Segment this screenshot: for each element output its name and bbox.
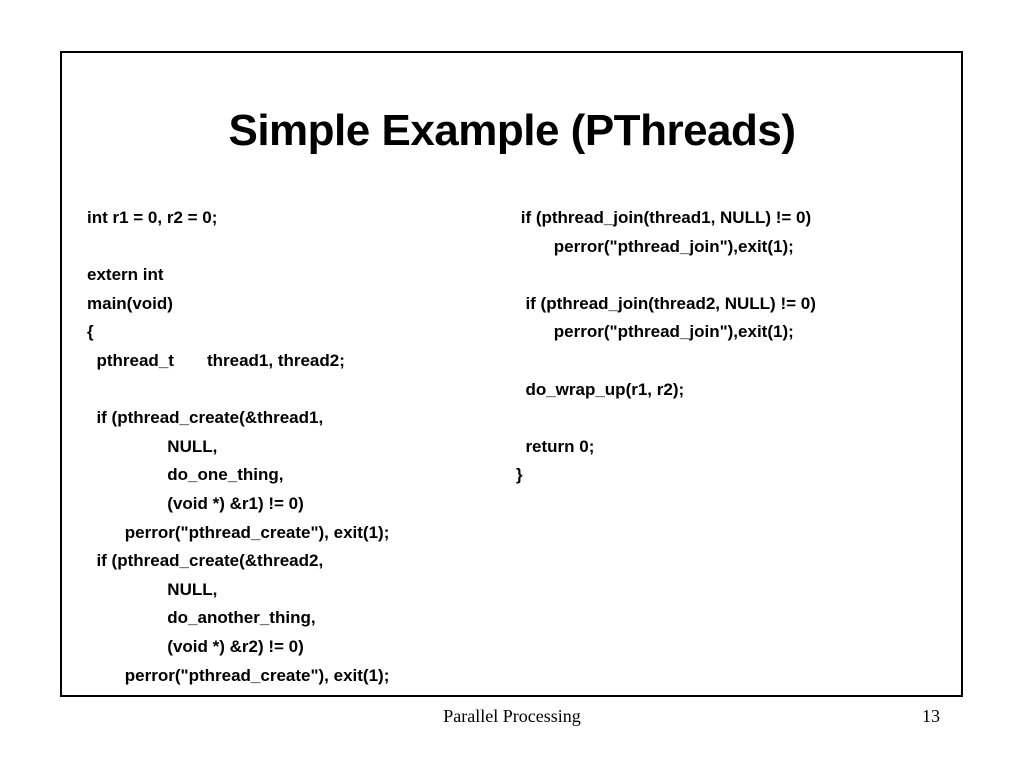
code-line: NULL, xyxy=(87,579,218,599)
code-line xyxy=(87,376,389,405)
code-line xyxy=(87,233,389,262)
code-line: pthread_t thread1, thread2; xyxy=(87,350,345,370)
code-block-left xyxy=(87,204,389,690)
code-line: (void *) &r1) != 0) xyxy=(87,493,304,513)
code-line: if (pthread_join(thread1, NULL) != 0) xyxy=(516,208,812,227)
code-line: do_one_thing, xyxy=(87,465,284,485)
code-line: perror("pthread_join"),exit(1); xyxy=(516,236,794,256)
code-line: (void *) &r2) != 0) xyxy=(87,636,304,656)
code-line: } xyxy=(516,465,523,485)
page-number: 13 xyxy=(922,706,940,726)
code-line xyxy=(516,347,816,376)
code-line: main(void) xyxy=(87,293,173,313)
code-line xyxy=(516,261,816,290)
code-line: return 0; xyxy=(516,436,595,456)
code-line: perror("pthread_create"), exit(1); xyxy=(87,522,390,542)
code-line: if (pthread_join(thread2, NULL) != 0) xyxy=(516,293,816,313)
code-line: perror("pthread_create"), exit(1); xyxy=(87,665,390,685)
code-line: { xyxy=(87,322,94,342)
code-block-right xyxy=(516,204,816,490)
code-line: do_wrap_up(r1, r2); xyxy=(516,379,685,399)
slide-title: Simple Example (PThreads) xyxy=(228,106,796,155)
code-line: if (pthread_create(&thread1, xyxy=(87,408,324,428)
code-line: NULL, xyxy=(87,436,218,456)
code-line: perror("pthread_join"),exit(1); xyxy=(516,322,794,342)
code-line xyxy=(516,404,816,433)
footer-title: Parallel Processing xyxy=(443,706,581,726)
code-line: if (pthread_create(&thread2, xyxy=(87,551,324,571)
code-line: extern int xyxy=(87,265,164,285)
code-line: int r1 = 0, r2 = 0; xyxy=(87,208,218,227)
code-line: do_another_thing, xyxy=(87,608,316,628)
